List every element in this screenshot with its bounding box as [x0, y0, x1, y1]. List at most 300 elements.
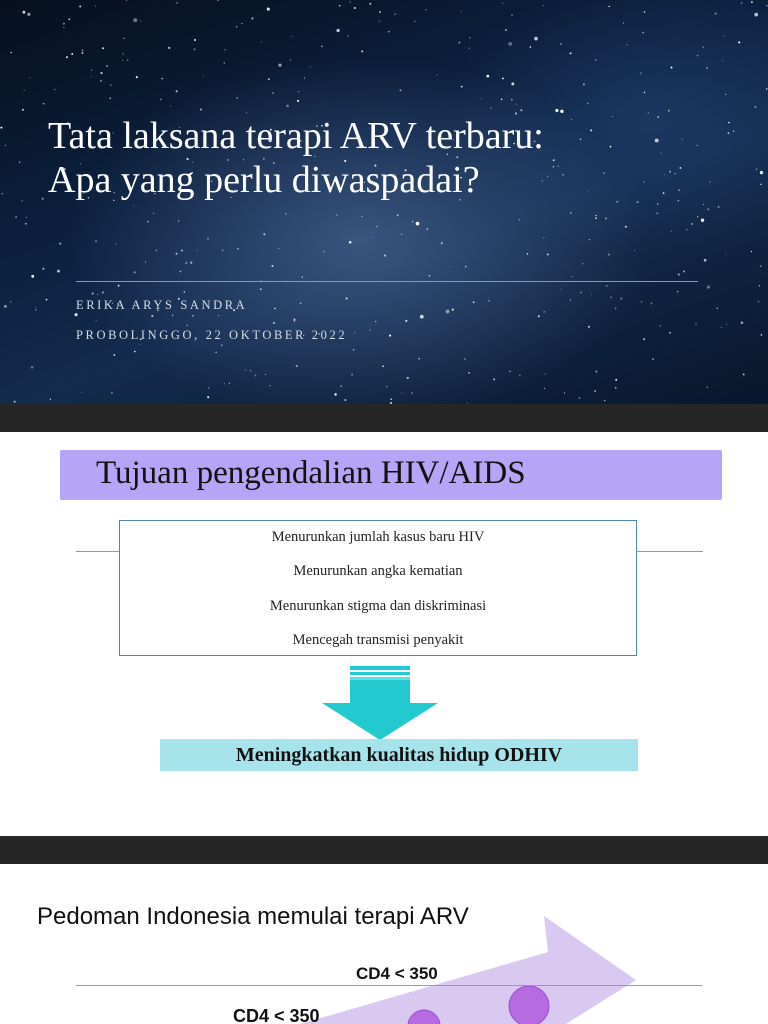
star: [92, 292, 94, 294]
star: [751, 251, 752, 252]
star: [260, 42, 261, 43]
star: [116, 244, 117, 245]
down-arrow-icon: [322, 666, 438, 740]
star: [91, 76, 92, 77]
star: [741, 2, 743, 4]
star: [461, 11, 462, 12]
title-slide: [0, 0, 768, 404]
star: [725, 94, 726, 95]
star: [580, 292, 582, 294]
star: [134, 351, 136, 353]
star: [10, 52, 12, 54]
star: [595, 217, 597, 219]
star: [766, 5, 767, 6]
star: [194, 48, 196, 50]
star: [50, 399, 51, 400]
star: [389, 335, 391, 337]
star: [5, 145, 7, 147]
star: [224, 383, 225, 384]
star: [570, 52, 572, 54]
star: [1, 193, 3, 195]
star: [369, 3, 371, 5]
star: [686, 229, 687, 230]
star: [370, 329, 371, 330]
slide-gap: [0, 836, 768, 864]
star: [176, 2, 177, 3]
star: [641, 301, 643, 303]
slide-title: Tujuan pengendalian HIV/AIDS: [96, 455, 526, 491]
star: [207, 396, 209, 398]
star: [134, 271, 136, 273]
star: [716, 307, 718, 309]
star: [68, 18, 70, 20]
star: [697, 55, 698, 56]
star: [502, 2, 503, 3]
divider-right: [637, 551, 703, 552]
star: [31, 366, 34, 369]
star: [113, 354, 115, 356]
goal-item: Menurunkan jumlah kasus baru HIV: [271, 529, 485, 545]
star: [418, 358, 420, 360]
star: [81, 52, 83, 54]
star: [704, 259, 707, 262]
star: [118, 285, 120, 287]
star: [416, 222, 420, 226]
star: [743, 373, 745, 375]
star: [555, 109, 558, 112]
star: [59, 243, 61, 245]
star: [691, 223, 693, 225]
star: [758, 301, 760, 303]
star: [27, 13, 30, 16]
star: [321, 46, 323, 48]
star: [268, 78, 270, 80]
cd4-label-bottom: CD4 < 350: [233, 1006, 320, 1024]
star: [344, 399, 346, 401]
star: [170, 106, 171, 107]
star: [236, 97, 238, 99]
star: [608, 6, 610, 8]
star: [110, 85, 111, 86]
star: [589, 239, 590, 240]
star: [508, 42, 512, 46]
star: [725, 254, 726, 255]
star: [657, 203, 659, 205]
star: [63, 27, 64, 28]
star: [218, 315, 219, 316]
milestone-circle: [509, 986, 549, 1024]
star: [176, 90, 178, 92]
star: [650, 302, 652, 304]
star: [595, 215, 596, 216]
star: [35, 309, 36, 310]
star: [361, 50, 363, 52]
star: [461, 86, 463, 88]
star: [302, 276, 303, 277]
star: [54, 89, 56, 91]
star: [176, 253, 178, 255]
star: [278, 64, 281, 67]
star: [4, 305, 7, 308]
star: [153, 213, 154, 214]
star: [760, 171, 763, 174]
star: [759, 285, 760, 286]
star: [544, 388, 545, 389]
star: [756, 169, 757, 170]
star: [570, 212, 572, 214]
star: [140, 20, 141, 21]
star: [290, 59, 291, 60]
star: [604, 400, 606, 402]
star: [543, 311, 545, 313]
star: [95, 240, 96, 241]
star: [35, 307, 36, 308]
star: [560, 110, 563, 113]
star: [530, 46, 532, 48]
star: [452, 309, 454, 311]
star: [178, 220, 179, 221]
author-name: ERIKA ARYS SANDRA: [76, 298, 248, 312]
title-line-2: Apa yang perlu diwaspadai?: [48, 159, 480, 201]
star: [310, 66, 311, 67]
star: [97, 294, 98, 295]
star: [660, 325, 661, 326]
star: [361, 216, 362, 217]
star: [610, 296, 612, 298]
slide-title: Pedoman Indonesia memulai terapi ARV: [37, 903, 469, 930]
star: [192, 315, 194, 317]
star: [237, 248, 239, 250]
star: [296, 365, 298, 367]
star: [66, 56, 68, 58]
star: [511, 99, 513, 101]
star: [543, 5, 544, 6]
star: [221, 344, 223, 346]
star: [488, 300, 490, 302]
star: [394, 14, 395, 15]
star: [95, 320, 96, 321]
star: [405, 320, 407, 322]
star: [695, 323, 697, 325]
star: [718, 206, 720, 208]
star: [703, 204, 704, 205]
star: [222, 250, 224, 252]
star: [715, 13, 717, 15]
star: [285, 213, 287, 215]
star: [200, 109, 202, 111]
star: [702, 47, 704, 49]
star: [547, 253, 549, 255]
star: [583, 83, 585, 85]
star: [516, 104, 517, 105]
star: [304, 78, 305, 79]
star: [697, 216, 698, 217]
star: [446, 310, 450, 314]
star: [57, 270, 60, 273]
star: [678, 274, 680, 276]
star: [414, 21, 415, 22]
star: [354, 7, 356, 9]
star: [187, 325, 188, 326]
star: [147, 221, 149, 223]
star: [390, 398, 392, 400]
cd4-label-top: CD4 < 350: [356, 964, 438, 983]
star: [123, 38, 124, 39]
star: [217, 0, 219, 1]
star: [588, 326, 590, 328]
star: [436, 74, 437, 75]
star: [300, 303, 302, 305]
star: [263, 233, 265, 235]
star: [564, 392, 565, 393]
star: [136, 76, 138, 78]
star: [250, 370, 252, 372]
star: [354, 332, 355, 333]
starfield-background: [0, 0, 768, 404]
star: [738, 41, 740, 43]
star: [10, 301, 11, 302]
star: [721, 327, 722, 328]
star: [100, 80, 102, 82]
star: [644, 11, 646, 13]
star: [14, 401, 16, 403]
star: [102, 291, 104, 293]
star: [126, 0, 127, 1]
star: [501, 99, 503, 101]
star: [707, 387, 708, 388]
goal-item: Menurunkan angka kematian: [293, 563, 463, 579]
star: [29, 77, 30, 78]
star: [643, 338, 645, 340]
star: [427, 228, 428, 229]
divider-left: [76, 551, 120, 552]
star: [236, 26, 237, 27]
star: [543, 237, 544, 238]
star: [274, 308, 276, 310]
star: [339, 5, 341, 7]
star: [401, 234, 402, 235]
goal-item: Menurunkan stigma dan diskriminasi: [269, 598, 487, 614]
star: [353, 349, 355, 351]
star: [615, 387, 617, 389]
star: [260, 288, 262, 290]
star: [591, 294, 592, 295]
star: [273, 322, 275, 324]
star: [203, 75, 204, 76]
star: [323, 251, 325, 253]
star: [207, 238, 208, 239]
star: [627, 44, 628, 45]
star: [269, 385, 270, 386]
star: [0, 127, 2, 129]
star: [224, 62, 225, 63]
star: [397, 214, 399, 216]
place-date: PROBOLINGGO, 22 OKTOBER 2022: [76, 328, 348, 342]
star: [429, 275, 431, 277]
star: [606, 285, 608, 287]
title-line-1: Tata laksana terapi ARV terbaru:: [48, 115, 544, 157]
star: [384, 255, 386, 257]
star: [615, 307, 617, 309]
star: [677, 291, 678, 292]
star: [594, 390, 596, 392]
star: [194, 39, 196, 41]
star: [24, 90, 25, 91]
star: [520, 109, 522, 111]
star: [79, 5, 81, 7]
star: [19, 162, 20, 163]
star: [493, 379, 495, 381]
star: [336, 214, 338, 216]
star: [31, 275, 34, 278]
star: [441, 242, 443, 244]
star: [640, 72, 642, 74]
star: [726, 324, 727, 325]
star: [190, 262, 192, 264]
star: [133, 18, 137, 22]
star: [42, 268, 44, 270]
star: [388, 31, 390, 33]
star: [215, 352, 216, 353]
star: [75, 313, 78, 316]
star: [473, 301, 475, 303]
star: [468, 47, 470, 49]
star: [336, 29, 339, 32]
star: [140, 344, 141, 345]
star: [722, 60, 723, 61]
star: [741, 321, 744, 324]
star: [560, 43, 562, 45]
star: [271, 265, 273, 267]
star: [615, 379, 617, 381]
star: [634, 250, 635, 251]
star: [623, 23, 624, 24]
star: [671, 231, 672, 232]
star: [208, 387, 209, 388]
star: [106, 65, 108, 67]
star: [511, 14, 512, 15]
star: [582, 263, 583, 264]
star: [587, 103, 589, 105]
star: [724, 36, 725, 37]
star: [701, 218, 704, 221]
star: [657, 213, 658, 214]
star: [254, 374, 256, 376]
star: [168, 47, 170, 49]
star: [755, 106, 757, 108]
star: [145, 262, 146, 263]
star: [481, 98, 482, 99]
star: [608, 254, 610, 256]
star: [63, 23, 65, 25]
star: [286, 104, 289, 107]
star: [22, 109, 24, 111]
star: [100, 72, 102, 74]
star: [571, 276, 572, 277]
star: [490, 108, 491, 109]
star: [229, 383, 230, 384]
title-divider: [76, 281, 698, 282]
star: [102, 47, 104, 49]
star: [185, 262, 187, 264]
star: [671, 67, 673, 69]
star: [761, 334, 763, 336]
star: [184, 291, 185, 292]
guideline-slide: [0, 864, 768, 1024]
star: [111, 392, 113, 394]
star: [351, 374, 353, 376]
star: [133, 206, 134, 207]
star: [161, 78, 163, 80]
star: [347, 35, 348, 36]
star: [127, 59, 128, 60]
star: [469, 37, 471, 39]
star: [534, 37, 538, 41]
star: [379, 20, 381, 22]
star: [706, 67, 708, 69]
star: [669, 332, 671, 334]
star: [349, 241, 352, 244]
star: [181, 250, 183, 252]
star: [386, 386, 387, 387]
star: [605, 218, 607, 220]
star: [760, 183, 762, 185]
star: [297, 100, 299, 102]
star: [464, 358, 465, 359]
star: [349, 1, 350, 2]
star: [160, 99, 161, 100]
star: [156, 250, 157, 251]
star: [760, 265, 762, 267]
star: [707, 285, 710, 288]
star: [267, 8, 270, 11]
star: [407, 377, 409, 379]
star: [43, 103, 45, 105]
goal-item: Mencegah transmisi penyakit: [292, 632, 464, 648]
star: [505, 29, 507, 31]
star: [298, 91, 299, 92]
star: [527, 253, 528, 254]
star: [245, 369, 246, 370]
star: [754, 13, 758, 17]
star: [519, 219, 520, 220]
star: [509, 371, 510, 372]
star: [71, 53, 73, 55]
star: [224, 49, 225, 50]
star: [707, 208, 709, 210]
star: [652, 358, 654, 360]
star: [340, 385, 342, 387]
star: [197, 250, 198, 251]
star: [109, 98, 110, 99]
star: [172, 315, 173, 316]
star: [81, 391, 82, 392]
star: [15, 216, 17, 218]
star: [642, 32, 643, 33]
star: [251, 17, 253, 19]
star: [399, 89, 401, 91]
star: [420, 315, 424, 319]
star: [272, 92, 274, 94]
star: [23, 11, 26, 14]
result-text: Meningkatkan kualitas hidup ODHIV: [235, 744, 563, 766]
star: [21, 200, 23, 202]
star: [382, 365, 384, 367]
star: [502, 77, 504, 79]
star: [265, 374, 266, 375]
big-arrow-shape: [300, 916, 636, 1024]
star: [122, 60, 123, 61]
